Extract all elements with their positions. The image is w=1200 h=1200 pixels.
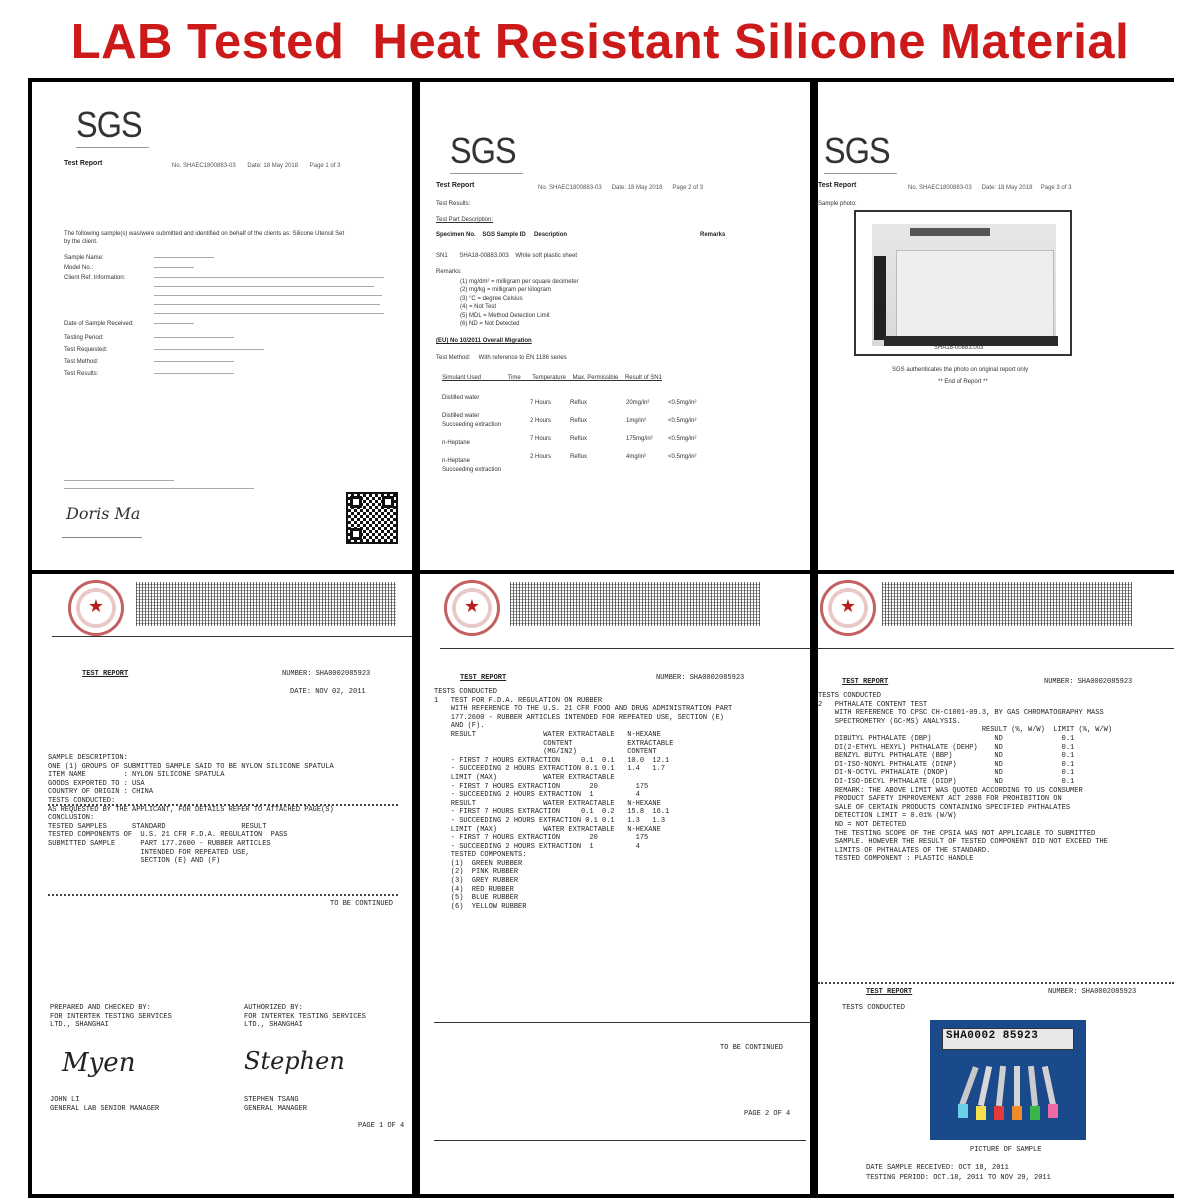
field-label: Test Requested: xyxy=(64,347,108,353)
field-label: Sample Name: xyxy=(64,255,104,261)
signature: Stephen xyxy=(244,1047,345,1075)
sgs-logo: SGS xyxy=(450,130,516,171)
field-label: Date of Sample Received: xyxy=(64,321,134,327)
to-be-continued: TO BE CONTINUED xyxy=(330,900,394,908)
field-label: Testing Period: xyxy=(64,335,104,341)
sgs-logo: SGS xyxy=(824,130,890,171)
lab-seal: ★ xyxy=(820,580,876,636)
sgs-logo: SGS xyxy=(76,104,142,145)
report-title-2: TEST REPORT xyxy=(866,988,913,996)
certificate-grid xyxy=(28,78,1174,1198)
field-label: Test Results: xyxy=(64,371,99,377)
sample-photo xyxy=(930,1020,1086,1140)
report-body: TESTS CONDUCTED 1 TEST FOR F.D.A. REGULATION ON RUBBER WITH REFERENCE TO THE U.S. 21 CFR FOOD AND DRUG ADMINISTRATION PART 177.2600 - RUBBER ARTICLES INTENDED FOR REPEATED USE, SECTION (E) AND (F). RESULT WATER EXTRACTABLE N-HEXANE CONTENT EXTRACTABLE (MG/IN2) CONTENT - FIRST 7 HOURS EXTRACTION 0.1 0.1 10.0 12.1 - SUCCEEDING 2 HOURS EXTRACTION 0.1 0.1 1.4 1.7 LIMIT (MAX) WATER EXTRACTABLE - FIRST 7 HOURS EXTRACTION 20 175 - SUCCEEDING 2 HOURS EXTRACTION 1 4 RESULT WATER EXTRACTABLE N-HEXANE - FIRST 7 HOURS EXTRACTION 0.1 0.2 15.8 16.1 - SUCCEEDING 2 HOURS EXTRACTION 0.1 0.1 1.3 1.3 LIMIT (MAX) WATER EXTRACTABLE N-HEXANE - FIRST 7 HOURS EXTRACTION 20 175 - SUCCEEDING 2 HOURS EXTRACTION 1 4 TESTED COMPONENTS: (1) GREEN RUBBER (2) PINK RUBBER (3) GREY RUBBER (4) RED RUBBER (5) BLUE RUBBER (6) YELLOW RUBBER xyxy=(434,688,733,911)
report-title: Test Report xyxy=(64,160,103,167)
signer-name: STEPHEN TSANG xyxy=(244,1096,299,1104)
report-title: TEST REPORT xyxy=(82,670,129,678)
report-title: Test Report xyxy=(436,182,475,189)
test-report-page-2: ★ TEST REPORT NUMBER: SHA0002085923 TESTS CONDUCTED 1 TEST FOR F.D.A. REGULATION ON RUBBER WITH REFERENCE TO THE U.S. 21 CFR FOOD AND DRUG ADMINISTRATION PART 177.2600 - RUBBER ARTICLES INTENDED FOR REPEATED USE, SECTION (E) AND (F). RESULT WATER EXTRACTABLE N-HEXANE CONTENT EXTRACTABLE (MG/IN2) CONTENT - FIRST 7 HOURS EXTRACTION 0.1 0.1 10.0 12.1 - SUCCEEDING 2 HOURS EXTRACTION 0.1 0.1 1.4 1.7 LIMIT (MAX) WATER EXTRACTABLE - FIRST 7 HOURS EXTRACTION 20 175 - SUCCEEDING 2 HOURS EXTRACTION 1 4 RESULT WATER EXTRACTABLE N-HEXANE - FIRST 7 HOURS EXTRACTION 0.1 0.2 15.8 16.1 - SUCCEEDING 2 HOURS EXTRACTION 0.1 0.1 1.3 1.3 LIMIT (MAX) WATER EXTRACTABLE N-HEXANE - FIRST 7 HOURS EXTRACTION 20 175 - SUCCEEDING 2 HOURS EXTRACTION 1 4 TESTED COMPONENTS: (1) GREEN RUBBER (2) PINK RUBBER (3) GREY RUBBER (4) RED RUBBER (5) BLUE RUBBER (6) YELLOW RUBBER TO BE CONTINUED PAGE 2 OF 4 xyxy=(420,574,810,1194)
report-title: TEST REPORT xyxy=(460,674,507,682)
report-title: TEST REPORT xyxy=(842,678,889,686)
lab-letterhead xyxy=(510,582,760,626)
lab-seal: ★ xyxy=(68,580,124,636)
test-report-page-3: ★ TEST REPORT NUMBER: SHA0002085923 TESTS CONDUCTED 2 PHTHALATE CONTENT TEST WITH REFERENCE TO CPSC CH-C1001-09.3, BY GAS CHROMATOGRAPHY MASS SPECTROMETRY (GC-MS) ANALYSIS. RESULT (%, W/W) LIMIT (%, W/W) DIBUTYL PHTHALATE (DBP) ND 0.1 DI(2-ETHYL HEXYL) PHTHALATE (DEHP) ND 0.1 BENZYL BUTYL PHTHALATE (BBP) ND 0.1 DI-ISO-NONYL PHTHALATE (DINP) ND 0.1 DI-N-OCTYL PHTHALATE (DNOP) ND 0.1 DI-ISO-DECYL PHTHALATE (DIDP) ND 0.1 REMARK: THE ABOVE LIMIT WAS QUOTED ACCORDING TO US CONSUMER PRODUCT SAFETY IMPROVEMENT ACT 2008 FOR PROHIBITION ON SALE OF CERTAIN PRODUCTS CONTAINING SPECIFIED PHTHALATES DETECTION LIMIT = 0.01% (W/W) ND = NOT DETECTED THE TESTING SCOPE OF THE CPSIA WAS NOT APPLICABLE TO SUBMITTED SAMPLE. HOWEVER THE RESULT OF TESTED COMPONENT DID NOT EXCEED THE LIMITS OF PHTHALATES OF THE STANDARD. TESTED COMPONENT : PLASTIC HANDLE TEST REPORT NUMBER: SHA0002085923 TESTS CONDUCTED SHA0002 85923 PICTURE OF SAMPLE DATE SAMPLE RECEIVED: OCT 18, 2011 TESTING PERIOD: OCT.18, 2011 TO NOV 29, 2011 xyxy=(818,574,1174,1194)
report-body: SAMPLE DESCRIPTION: ONE (1) GROUPS OF SUBMITTED SAMPLE SAID TO BE NYLON SILICONE SPATULA ITEM NAME : NYLON SILICONE SPATULA GOODS EXPORTED TO : USA COUNTRY OF ORIGIN : CHINA TESTS CONDUCTED: AS REQUESTED BY THE APPLICANT, FOR DETAILS REFER TO ATTACHED PAGE(S) CONCLUSION: TESTED SAMPLES STANDARD RESULT TESTED COMPONENTS OF U.S. 21 CFR F.D.A. REGULATION PASS SUBMITTED SAMPLE PART 177.2600 - RUBBER ARTICLES INTENDED FOR REPEATED USE, SECTION (E) AND (F) xyxy=(48,754,334,866)
lab-seal: ★ xyxy=(444,580,500,636)
field-label: Client Ref. Information: xyxy=(64,275,126,281)
signer-name: JOHN LI xyxy=(50,1096,80,1104)
report-date: DATE: NOV 02, 2011 xyxy=(290,688,366,696)
sample-photo xyxy=(854,210,1072,356)
sample-label: SHA0002 85923 xyxy=(946,1030,1039,1042)
end-of-report: ** End of Report ** xyxy=(938,379,988,385)
sgs-report-page-3: SGS Test Report No. SHAEC1800883-03 Date: 18 May 2018 Page 3 of 3 Sample photo: SHA18-00883.003 SGS authenticates the photo on original report only ** End of Report ** xyxy=(818,82,1174,570)
page-number: PAGE 2 OF 4 xyxy=(744,1110,791,1118)
qr-code xyxy=(346,492,398,544)
report-title: Test Report xyxy=(818,182,857,189)
signature: Doris Ma xyxy=(66,504,141,523)
report-body: TESTS CONDUCTED 2 PHTHALATE CONTENT TEST WITH REFERENCE TO CPSC CH-C1001-09.3, BY GAS CHROMATOGRAPHY MASS SPECTROMETRY (GC-MS) ANALYSIS. RESULT (%, W/W) LIMIT (%, W/W) DIBUTYL PHTHALATE (DBP) ND 0.1 DI(2-ETHYL HEXYL) PHTHALATE (DEHP) ND 0.1 BENZYL BUTYL PHTHALATE (BBP) ND 0.1 DI-ISO-NONYL PHTHALATE (DINP) ND 0.1 DI-N-OCTYL PHTHALATE (DNOP) ND 0.1 DI-ISO-DECYL PHTHALATE (DIDP) ND 0.1 REMARK: THE ABOVE LIMIT WAS QUOTED ACCORDING TO US CONSUMER PRODUCT SAFETY IMPROVEMENT ACT 2008 FOR PROHIBITION ON SALE OF CERTAIN PRODUCTS CONTAINING SPECIFIED PHTHALATES DETECTION LIMIT = 0.01% (W/W) ND = NOT DETECTED THE TESTING SCOPE OF THE CPSIA WAS NOT APPLICABLE TO SUBMITTED SAMPLE. HOWEVER THE RESULT OF TESTED COMPONENT DID NOT EXCEED THE LIMITS OF PHTHALATES OF THE STANDARD. TESTED COMPONENT : PLASTIC HANDLE xyxy=(818,692,1113,864)
headline: LAB Tested Heat Resistant Silicone Material xyxy=(70,15,1130,69)
footer-line: TESTING PERIOD: OCT.18, 2011 TO NOV 29, 2011 xyxy=(866,1174,1051,1182)
footer-line: DATE SAMPLE RECEIVED: OCT 18, 2011 xyxy=(866,1164,1009,1172)
lab-letterhead xyxy=(882,582,1132,626)
test-report-page-1: ★ TEST REPORT NUMBER: SHA0002085923 DATE: NOV 02, 2011 SAMPLE DESCRIPTION: ONE (1) GROUPS OF SUBMITTED SAMPLE SAID TO BE NYLON SILICONE SPATULA ITEM NAME : NYLON SILICONE SPATULA GOODS EXPORTED TO : USA COUNTRY OF ORIGIN : CHINA TESTS CONDUCTED: AS REQUESTED BY THE APPLICANT, FOR DETAILS REFER TO ATTACHED PAGE(S) CONCLUSION: TESTED SAMPLES STANDARD RESULT TESTED COMPONENTS OF U.S. 21 CFR F.D.A. REGULATION PASS SUBMITTED SAMPLE PART 177.2600 - RUBBER ARTICLES INTENDED FOR REPEATED USE, SECTION (E) AND (F) TO BE CONTINUED PREPARED AND CHECKED BY: FOR INTERTEK TESTING SERVICES LTD., SHANGHAI AUTHORIZED BY: FOR INTERTEK TESTING SERVICES LTD., SHANGHAI Myen Stephen JOHN LI GENERAL LAB SENIOR MANAGER STEPHEN TSANG GENERAL MANAGER PAGE 1 OF 4 xyxy=(32,574,412,1194)
field-label: Model No.: xyxy=(64,265,94,271)
photo-caption: PICTURE OF SAMPLE xyxy=(970,1146,1042,1154)
signature: Myen xyxy=(62,1048,136,1078)
lab-letterhead xyxy=(136,582,396,626)
sgs-report-page-1: SGS Test Report No. SHAEC1800883-03 Date: 18 May 2018 Page 1 of 3 The following sample(s) was/were submitted and identified on behalf of the clients as: Silicone Utensil Set by the client. Sample Name: Model No.: Client Ref. Information: Date of Sample Received: Testing Period: Test Requested: Test Method: Test Results: Doris Ma xyxy=(32,82,412,570)
field-label: Test Method: xyxy=(64,359,99,365)
to-be-continued: TO BE CONTINUED xyxy=(720,1044,784,1052)
sgs-report-page-2: SGS Test Report No. SHAEC1800883-03 Date: 18 May 2018 Page 2 of 3 Test Results: Test Part Description: Specimen No. SGS Sample ID Description Remarks SN1 SHA18-00883.003 White soft plastic sheet Remarks: (1) mg/dm² = milligram per square decimeter (2) mg/kg = milligram per kilogram (3) °C = degree Celsius (4) = Not Test (5) MDL = Method Detection Limit (6) ND = Not Detected (EU) No 10/2011 Overall Migration Test Method: With reference to EN 1186 series Simulant Used Time Temperature Max. Permissible Result of SN1 Distilled water Distilled water Succeeding extraction n-Heptane n-Heptane Succeeding extraction 7 Hours 2 Hours 7 Hours 2 Hours Reflux Reflux Reflux Reflux 20mg/in² 1mg/in² 175mg/in² 4mg/in² <0.5mg/in² <0.5mg/in² <0.5mg/in² <0.5mg/in² xyxy=(420,82,810,570)
page-number: PAGE 1 OF 4 xyxy=(358,1122,405,1130)
